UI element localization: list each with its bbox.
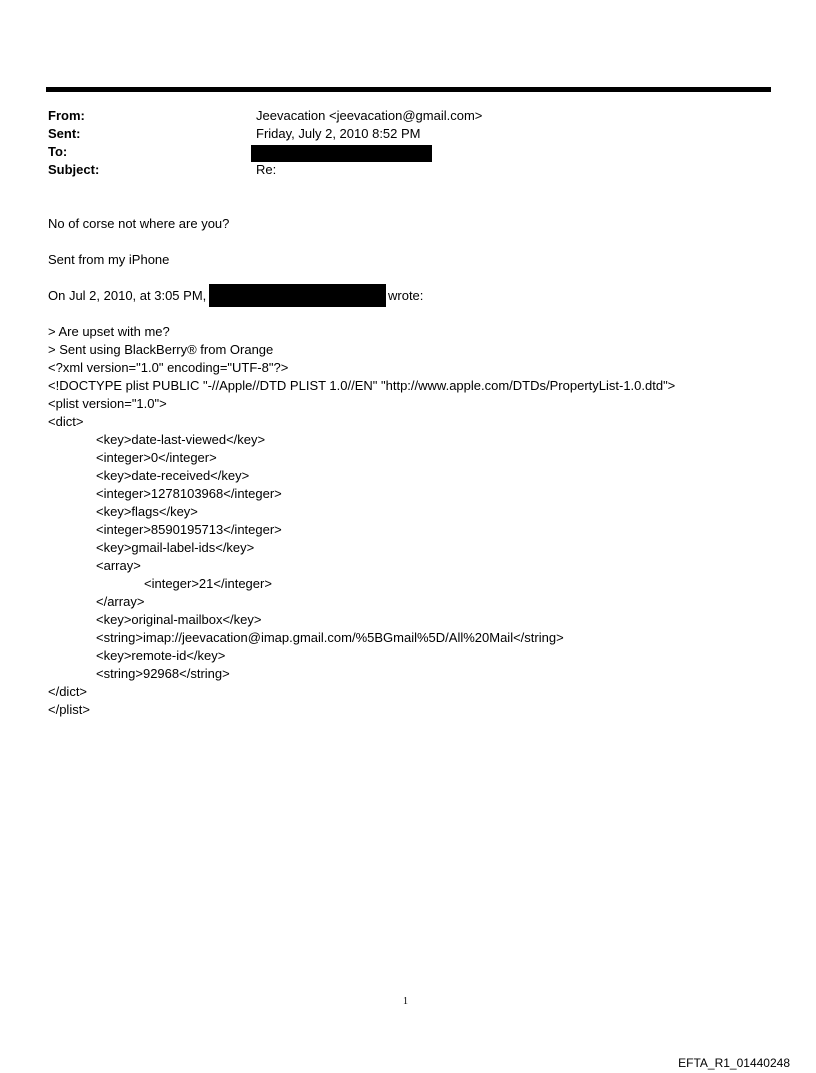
quoted-line: > Are upset with me?	[48, 324, 170, 339]
quote-header-suffix: wrote:	[388, 288, 424, 303]
quoted-line: <plist version="1.0">	[48, 396, 167, 411]
quote-header-prefix: On Jul 2, 2010, at 3:05 PM,	[48, 288, 207, 303]
bates-number: EFTA_R1_01440248	[678, 1056, 790, 1070]
quoted-line: <integer>8590195713</integer>	[96, 522, 282, 537]
quoted-line: <key>remote-id</key>	[96, 648, 226, 663]
header-divider	[46, 87, 771, 92]
quoted-line: <string>92968</string>	[96, 666, 230, 681]
message-line-1: No of corse not where are you?	[48, 216, 230, 231]
quoted-line: <dict>	[48, 414, 84, 429]
quoted-line: <string>imap://jeevacation@imap.gmail.com/%5BGmail%5D/All%20Mail</string>	[96, 630, 564, 645]
quoted-line: <!DOCTYPE plist PUBLIC "-//Apple//DTD PLIST 1.0//EN" "http://www.apple.com/DTDs/PropertyList-1.0.dtd">	[48, 378, 676, 393]
quoted-line: <key>original-mailbox</key>	[96, 612, 262, 627]
quoted-line: </array>	[96, 594, 145, 609]
page-number: 1	[403, 996, 408, 1007]
to-label: To:	[48, 144, 68, 159]
quoted-line: </plist>	[48, 702, 90, 717]
sender-redaction	[209, 284, 386, 307]
quoted-line: <array>	[96, 558, 141, 573]
subject-label: Subject:	[48, 162, 100, 177]
quoted-line: </dict>	[48, 684, 88, 699]
quoted-line: <integer>0</integer>	[96, 450, 217, 465]
quoted-line: <integer>1278103968</integer>	[96, 486, 282, 501]
quoted-line: <integer>21</integer>	[144, 576, 272, 591]
quoted-line: <key>gmail-label-ids</key>	[96, 540, 255, 555]
sent-value: Friday, July 2, 2010 8:52 PM	[256, 126, 421, 141]
signature-line: Sent from my iPhone	[48, 252, 170, 267]
to-redaction	[251, 145, 432, 162]
quoted-line: <key>flags</key>	[96, 504, 198, 519]
sent-label: Sent:	[48, 126, 81, 141]
quoted-line: > Sent using BlackBerry® from Orange	[48, 342, 274, 357]
quoted-line: <key>date-received</key>	[96, 468, 250, 483]
quoted-line: <key>date-last-viewed</key>	[96, 432, 266, 447]
from-label: From:	[48, 108, 85, 123]
subject-value: Re:	[256, 162, 277, 177]
quoted-line: <?xml version="1.0" encoding="UTF-8"?>	[48, 360, 289, 375]
from-value: Jeevacation <jeevacation@gmail.com>	[256, 108, 483, 123]
